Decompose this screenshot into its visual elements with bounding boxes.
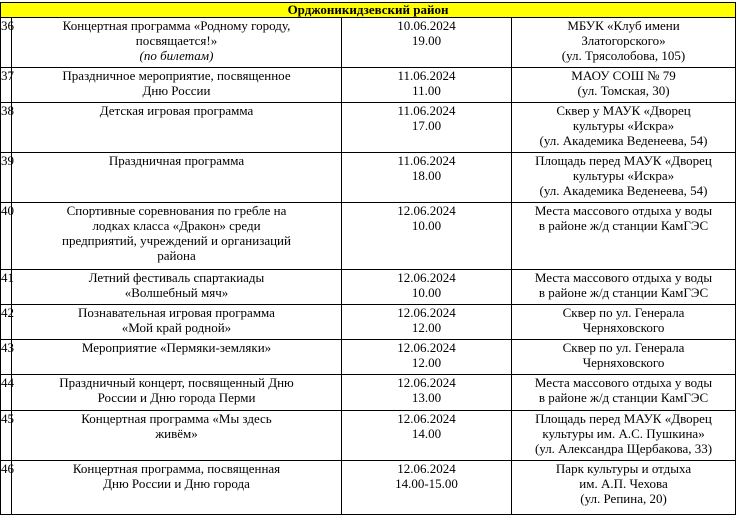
- event-name: [12, 270, 342, 305]
- event-datetime: [342, 340, 512, 375]
- event-name-line: Праздничный концерт, посвященный Дню: [59, 375, 294, 390]
- event-name-line: района: [157, 248, 196, 263]
- event-name: [12, 411, 342, 461]
- event-place-line: Парк культуры и отдыха: [555, 461, 692, 476]
- district-header-row: [1, 3, 736, 18]
- table-row: [1, 18, 736, 68]
- event-time: 11.00: [412, 83, 441, 98]
- event-date: 12.06.2024: [397, 461, 456, 476]
- event-place-line: им. А.П. Чехова: [579, 476, 668, 491]
- event-place-line: Места массового отдыха у воды: [534, 270, 713, 285]
- event-date: 12.06.2024: [397, 340, 456, 355]
- event-place-line: в районе ж/д станции КамГЭС: [538, 285, 709, 300]
- event-place-line: Сквер по ул. Генерала: [562, 340, 685, 355]
- event-datetime: [342, 203, 512, 270]
- event-datetime: [342, 270, 512, 305]
- event-date: 11.06.2024: [397, 103, 456, 118]
- event-place-line: культуры «Искра»: [572, 168, 675, 183]
- event-datetime: [342, 153, 512, 203]
- table-row: [1, 340, 736, 375]
- row-number: 36: [1, 18, 12, 68]
- event-time: 17.00: [411, 118, 442, 133]
- event-place-line: культуры им. А.С. Пушкина»: [542, 426, 705, 441]
- event-name: [12, 68, 342, 103]
- event-name: [12, 375, 342, 411]
- event-place-line: МБУК «Клуб имени: [567, 18, 680, 33]
- event-place-line: Места массового отдыха у воды: [534, 375, 713, 390]
- table-row: [1, 411, 736, 461]
- table-row: [1, 153, 736, 203]
- event-name-line: Познавательная игровая программа: [78, 305, 275, 320]
- event-name-line: Спортивные соревнования по гребле на: [66, 203, 287, 218]
- event-date: 11.06.2024: [397, 68, 456, 83]
- table-row: [1, 203, 736, 270]
- event-time: 13.00: [411, 390, 442, 405]
- row-number: 40: [1, 203, 12, 270]
- event-place-line: в районе ж/д станции КамГЭС: [538, 218, 709, 233]
- event-time: 14.00-15.00: [395, 476, 458, 491]
- row-number: 46: [1, 461, 12, 515]
- event-place-line: Златогорского»: [581, 33, 666, 48]
- event-place-line: Площадь перед МАУК «Дворец: [535, 411, 712, 426]
- event-datetime: [342, 411, 512, 461]
- event-place-line: МАОУ СОШ № 79: [571, 68, 676, 83]
- event-name: [12, 103, 342, 153]
- event-place-line: (ул. Александра Щербакова, 33): [534, 441, 713, 456]
- event-place-line: (ул. Академика Веденеева, 54): [539, 133, 708, 148]
- event-datetime: [342, 68, 512, 103]
- event-name-line: Детская игровая программа: [99, 103, 254, 118]
- table-row: [1, 270, 736, 305]
- event-name-line: Дню России: [142, 83, 211, 98]
- event-name: [12, 203, 342, 270]
- event-name-line: Летний фестиваль спартакиады: [88, 270, 265, 285]
- event-time: 10.00: [411, 285, 442, 300]
- table-row: [1, 305, 736, 340]
- event-datetime: [342, 375, 512, 411]
- event-place: [512, 461, 736, 515]
- table-row: [1, 68, 736, 103]
- event-name-line: живём»: [155, 426, 198, 441]
- event-place-line: (ул. Томская, 30): [577, 83, 670, 98]
- event-name-line: Праздничное мероприятие, посвященное: [62, 68, 291, 83]
- event-place: [512, 203, 736, 270]
- event-place-line: культуры «Искра»: [572, 118, 675, 133]
- event-date: 12.06.2024: [397, 270, 456, 285]
- event-name-line: посвящается!»: [135, 33, 218, 48]
- event-name-line: Концертная программа «Родному городу,: [62, 18, 291, 33]
- event-date: 11.06.2024: [397, 153, 456, 168]
- event-time: 10.00: [411, 218, 442, 233]
- district-title: Орджоникидзевский район: [1, 3, 736, 18]
- event-datetime: [342, 18, 512, 68]
- event-name-line: Праздничная программа: [108, 153, 245, 168]
- event-name: [12, 340, 342, 375]
- event-time: 12.00: [411, 320, 442, 335]
- event-place: [512, 153, 736, 203]
- event-name-line: лодках класса «Дракон» среди: [92, 218, 261, 233]
- event-place: [512, 375, 736, 411]
- event-place-line: (ул. Академика Веденеева, 54): [539, 183, 708, 198]
- table-row: [1, 103, 736, 153]
- event-place-line: Сквер у МАУК «Дворец: [556, 103, 691, 118]
- event-name-line: Концертная программа «Мы здесь: [81, 411, 272, 426]
- event-place-line: (ул. Репина, 20): [580, 491, 667, 506]
- event-place: [512, 411, 736, 461]
- event-date: 12.06.2024: [397, 375, 456, 390]
- row-number: 38: [1, 103, 12, 153]
- event-name-line: «Мой край родной»: [121, 320, 232, 335]
- events-table: [0, 2, 736, 515]
- row-number: 45: [1, 411, 12, 461]
- event-name: [12, 305, 342, 340]
- event-name-line: России и Дню города Перми: [97, 390, 256, 405]
- event-datetime: [342, 305, 512, 340]
- event-date: 12.06.2024: [397, 411, 456, 426]
- table-row: [1, 461, 736, 515]
- event-name-line: «Волшебный мяч»: [124, 285, 229, 300]
- event-datetime: [342, 103, 512, 153]
- event-time: 12.00: [411, 355, 442, 370]
- event-date: 10.06.2024: [397, 18, 456, 33]
- event-time: 18.00: [411, 168, 442, 183]
- event-name-line: Концертная программа, посвященная: [72, 461, 281, 476]
- row-number: 44: [1, 375, 12, 411]
- event-place: [512, 103, 736, 153]
- event-place: [512, 270, 736, 305]
- event-place: [512, 18, 736, 68]
- event-place-line: Черняховского: [582, 355, 665, 370]
- row-number: 39: [1, 153, 12, 203]
- event-name-line: предприятий, учреждений и организаций: [62, 233, 291, 248]
- event-place: [512, 340, 736, 375]
- event-place-line: Площадь перед МАУК «Дворец: [535, 153, 712, 168]
- event-name-line: Мероприятие «Пермяки-земляки»: [81, 340, 272, 355]
- event-datetime: [342, 461, 512, 515]
- event-place: [512, 68, 736, 103]
- event-name-line: Дню России и Дню города: [103, 476, 250, 491]
- event-place: [512, 305, 736, 340]
- event-note: (по билетам): [139, 48, 214, 63]
- row-number: 42: [1, 305, 12, 340]
- event-place-line: в районе ж/д станции КамГЭС: [538, 390, 709, 405]
- event-name: [12, 18, 342, 68]
- event-place-line: (ул. Трясолобова, 105): [561, 48, 686, 63]
- event-time: 14.00: [411, 426, 442, 441]
- event-date: 12.06.2024: [397, 203, 456, 218]
- event-place-line: Сквер по ул. Генерала: [562, 305, 685, 320]
- event-time: 19.00: [411, 33, 442, 48]
- event-date: 12.06.2024: [397, 305, 456, 320]
- row-number: 41: [1, 270, 12, 305]
- event-place-line: Места массового отдыха у воды: [534, 203, 713, 218]
- event-place-line: Черняховского: [582, 320, 665, 335]
- row-number: 43: [1, 340, 12, 375]
- event-name: [12, 461, 342, 515]
- row-number: 37: [1, 68, 12, 103]
- event-name: [12, 153, 342, 203]
- table-row: [1, 375, 736, 411]
